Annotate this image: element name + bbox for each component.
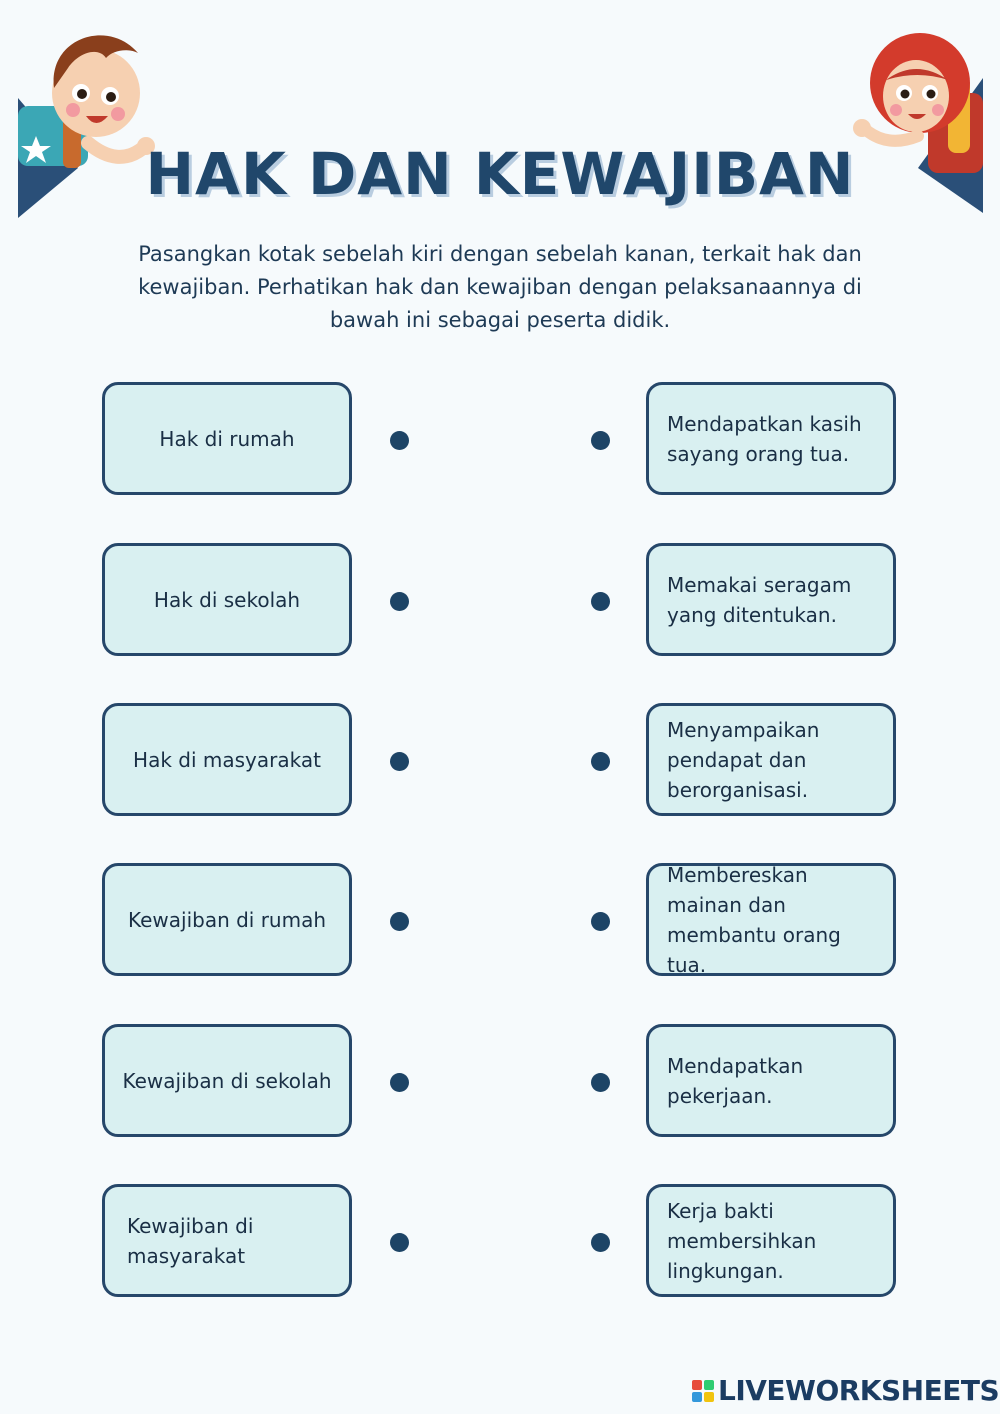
right-item-box <box>646 863 896 976</box>
left-connector-dot[interactable] <box>390 912 409 931</box>
liveworksheets-logo-icon <box>692 1380 714 1402</box>
left-item-box <box>102 1184 352 1297</box>
left-connector-dot[interactable] <box>390 752 409 771</box>
right-item-box <box>646 543 896 656</box>
left-item-box <box>102 543 352 656</box>
right-connector-dot[interactable] <box>591 431 610 450</box>
left-item-box <box>102 703 352 816</box>
left-item-label: Kewajiban di rumah <box>127 907 327 932</box>
left-item-label: Kewajiban di masyarakat <box>127 1213 254 1268</box>
logo-text: LIVEWORKSHEETS <box>718 1374 1000 1407</box>
left-item-label: Hak di sekolah <box>153 587 301 612</box>
left-item-label: Kewajiban di sekolah <box>122 1068 332 1093</box>
left-item-label: Hak di rumah <box>159 426 295 451</box>
left-connector-dot[interactable] <box>390 592 409 611</box>
right-item-label: Mendapatkan kasih sayang orang tua. <box>667 411 862 466</box>
left-item-box <box>102 863 352 976</box>
left-connector-dot[interactable] <box>390 431 409 450</box>
right-item-box <box>646 1184 896 1297</box>
left-item-box <box>102 1024 352 1137</box>
right-item-label: Menyampaikan pendapat dan berorganisasi. <box>667 717 820 802</box>
right-connector-dot[interactable] <box>591 752 610 771</box>
right-connector-dot[interactable] <box>591 1073 610 1092</box>
right-item-box <box>646 703 896 816</box>
page-title: HAK DAN KEWAJIBAN <box>145 140 855 208</box>
left-connector-dot[interactable] <box>390 1233 409 1252</box>
right-item-label: Mendapatkan pekerjaan. <box>667 1053 804 1108</box>
right-connector-dot[interactable] <box>591 912 610 931</box>
right-connector-dot[interactable] <box>591 592 610 611</box>
left-connector-dot[interactable] <box>390 1073 409 1092</box>
right-item-label: Membereskan mainan dan membantu orang tua. <box>667 862 841 977</box>
liveworksheets-logo[interactable] <box>692 1374 999 1407</box>
right-item-label: Kerja bakti membersihkan lingkungan. <box>667 1198 817 1283</box>
left-item-box <box>102 382 352 495</box>
right-item-box <box>646 382 896 495</box>
right-connector-dot[interactable] <box>591 1233 610 1252</box>
right-item-label: Memakai seragam yang ditentukan. <box>667 572 852 627</box>
left-item-label: Hak di masyarakat <box>133 747 321 772</box>
instructions-text: Pasangkan kotak sebelah kiri dengan sebelah kanan, terkait hak dan kewajiban. Perhatikan hak dan kewajiban dengan pelaksanaannya di bawah ini sebagai peserta didik. <box>138 242 862 332</box>
right-item-box <box>646 1024 896 1137</box>
